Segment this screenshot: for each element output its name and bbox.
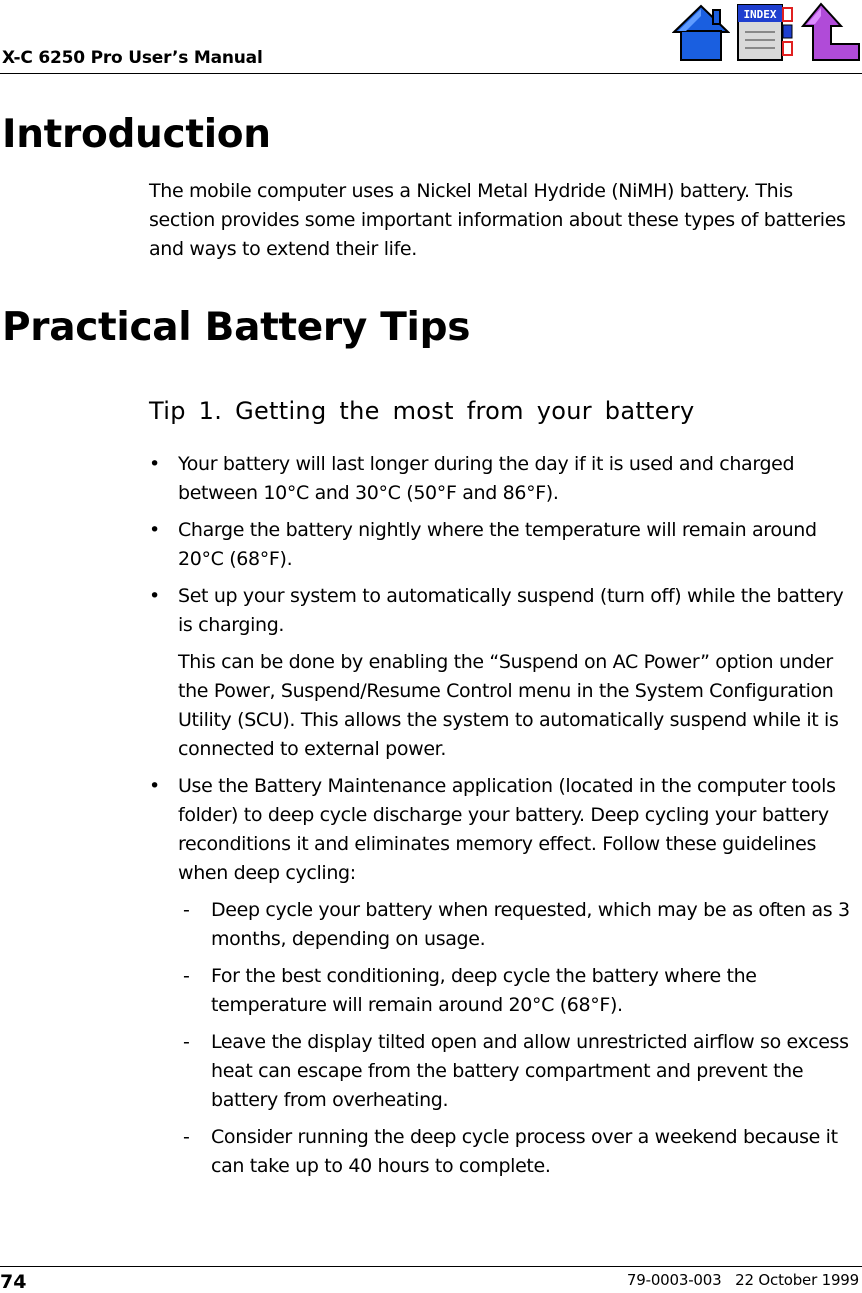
bullet-icon: • <box>149 775 160 797</box>
header-divider <box>0 73 862 74</box>
footer-divider <box>0 1266 862 1267</box>
dash-marker: - <box>183 965 190 987</box>
guideline-text: Consider running the deep cycle process over a weekend because it can take up to 40 hours to complete. <box>211 1126 838 1177</box>
guideline-item <box>0 962 862 1020</box>
list-item-text: Set up your system to automatically suspend (turn off) while the battery is charging. <box>178 585 844 636</box>
list-item <box>0 772 862 888</box>
bullet-icon: • <box>149 453 160 475</box>
doc-number: 79-0003-003 <box>626 1271 722 1289</box>
dash-marker: - <box>183 1031 190 1053</box>
list-item <box>0 516 862 574</box>
list-item <box>0 450 862 508</box>
doc-date: 22 October 1999 <box>735 1271 859 1289</box>
home-icon[interactable] <box>672 2 730 62</box>
guideline-text: For the best conditioning, deep cycle the battery where the temperature will remain around 20°C (68°F). <box>211 965 757 1016</box>
dash-marker: - <box>183 1126 190 1148</box>
footer-doc-info <box>627 1271 859 1289</box>
section-heading-battery-tips: Practical Battery Tips <box>2 305 471 350</box>
bullet-icon: • <box>149 585 160 607</box>
index-icon[interactable] <box>735 2 795 62</box>
bullet-icon: • <box>149 519 160 541</box>
battery-tips-list <box>0 450 862 1181</box>
guideline-item <box>0 1028 862 1115</box>
dash-marker: - <box>183 899 190 921</box>
guideline-text: Leave the display tilted open and allow unrestricted airflow so excess heat can escape from the battery compartment and prevent the battery from overheating. <box>211 1031 849 1111</box>
list-item-text: Charge the battery nightly where the temperature will remain around 20°C (68°F). <box>178 519 817 570</box>
suspend-note <box>0 648 862 764</box>
guideline-text: Deep cycle your battery when requested, which may be as often as 3 months, depending on usage. <box>211 899 850 950</box>
intro-paragraph: The mobile computer uses a Nickel Metal Hydride (NiMH) battery. This section provides some important information about these types of batteries and ways to extend their life. <box>149 180 846 260</box>
suspend-note-text: This can be done by enabling the “Suspend on AC Power” option under the Power, Suspend/Resume Control menu in the System Configuration Utility (SCU). This allows the system to automatically suspend while it is connected to external power. <box>178 651 839 760</box>
guideline-item <box>0 1123 862 1181</box>
section-heading-introduction: Introduction <box>2 112 271 157</box>
index-label: INDEX <box>743 8 777 21</box>
up-arrow-icon[interactable] <box>799 2 861 62</box>
tip-title: Tip 1. Getting the most from your battery <box>149 397 695 425</box>
list-item-text: Use the Battery Maintenance application (located in the computer tools folder) to deep cycle discharge your battery. Deep cycling your battery reconditions it and eliminates memory effect. Follow these guidelines when deep cycling: <box>178 775 836 884</box>
running-header-title: X-C 6250 Pro User’s Manual <box>2 48 263 68</box>
list-item <box>0 582 862 640</box>
list-item-text: Your battery will last longer during the day if it is used and charged between 10°C and 30°C (50°F and 86°F). <box>178 453 795 504</box>
guideline-item <box>0 896 862 954</box>
page-number: 74 <box>0 1271 27 1293</box>
